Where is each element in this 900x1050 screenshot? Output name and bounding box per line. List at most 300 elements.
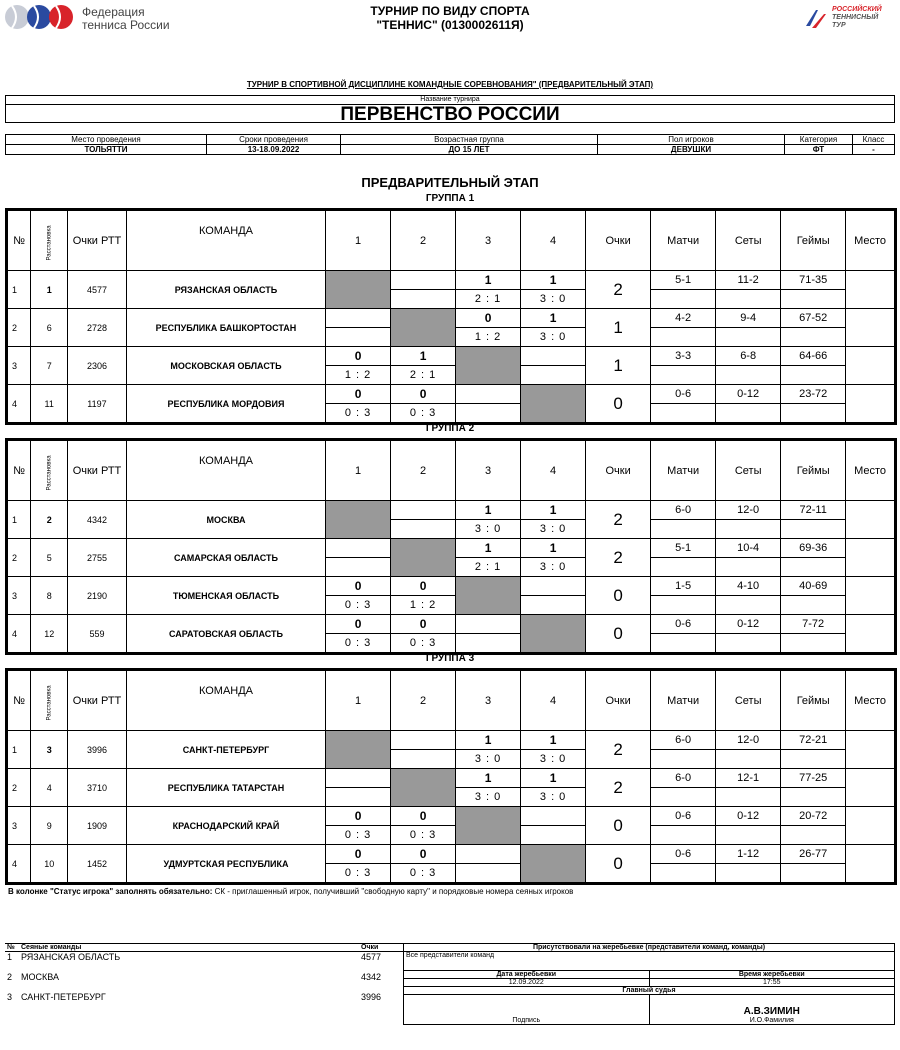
seed-row: 3 САНКТ-ПЕТЕРБУРГ 3996 (7, 991, 382, 1002)
match-result: 1 (391, 347, 456, 366)
diagonal-cell (326, 501, 391, 539)
match-score (521, 366, 586, 385)
time-value: 17:55 (649, 979, 895, 987)
col-header-team: КОМАНДА (126, 210, 325, 271)
seeds-head-team: Сеяные команды (21, 944, 82, 951)
sets-value: 12-0 (716, 731, 781, 750)
games-extra (781, 750, 846, 769)
team-row (7, 845, 896, 864)
match-score: 1 : 2 (391, 596, 456, 615)
match-result (326, 539, 391, 558)
rasst-label: Расстановка (46, 684, 53, 721)
rasst-label: Расстановка (46, 224, 53, 261)
col-header-rasst (31, 670, 68, 731)
match-score: 2 : 1 (391, 366, 456, 385)
match-result: 0 (326, 577, 391, 596)
team-points: 2 (586, 271, 651, 309)
sets-extra (716, 520, 781, 539)
games-extra (781, 634, 846, 654)
team-row (7, 731, 896, 750)
rtt-points: 3996 (68, 731, 127, 769)
match-result: 1 (456, 769, 521, 788)
matches-extra (651, 366, 716, 385)
col-header-matches: Матчи (651, 670, 716, 731)
seed-number: 5 (31, 539, 68, 577)
info-age: ДО 15 ЛЕТ (341, 145, 598, 155)
group-table (5, 438, 897, 655)
match-score: 0 : 3 (391, 634, 456, 654)
sets-value: 9-4 (716, 309, 781, 328)
team-name: РЯЗАНСКАЯ ОБЛАСТЬ (126, 271, 325, 309)
col-header-num: № (7, 440, 31, 501)
team-name: САМАРСКАЯ ОБЛАСТЬ (126, 539, 325, 577)
seed-number: 2 (31, 501, 68, 539)
row-number: 2 (7, 309, 31, 347)
diagonal-cell (456, 347, 521, 385)
match-score (391, 750, 456, 769)
match-result (456, 845, 521, 864)
place-value (846, 347, 896, 385)
games-extra (781, 788, 846, 807)
rtt-points: 1909 (68, 807, 127, 845)
judge-label: Главный судья (404, 987, 895, 995)
date-label: Дата жеребьевки (404, 971, 650, 979)
match-result (391, 271, 456, 290)
match-score: 0 : 3 (326, 634, 391, 654)
match-result: 0 (456, 309, 521, 328)
team-points: 2 (586, 731, 651, 769)
match-score: 2 : 1 (456, 558, 521, 577)
games-extra (781, 558, 846, 577)
matches-extra (651, 788, 716, 807)
team-points: 2 (586, 769, 651, 807)
match-score: 3 : 0 (456, 750, 521, 769)
team-name: МОСКОВСКАЯ ОБЛАСТЬ (126, 347, 325, 385)
col-header-place: Место (846, 440, 896, 501)
games-value: 26-77 (781, 845, 846, 864)
col-header-place: Место (846, 210, 896, 271)
org-name: Федерация тенниса России (82, 5, 170, 32)
diagonal-cell (391, 769, 456, 807)
signature-label: Подпись (404, 995, 650, 1025)
match-result: 1 (521, 501, 586, 520)
info-label: Сроки проведения (207, 135, 341, 145)
draw-info-table (403, 943, 895, 1025)
row-number: 4 (7, 615, 31, 654)
match-result (521, 577, 586, 596)
place-value (846, 807, 896, 845)
rtt-points: 4577 (68, 271, 127, 309)
date-value: 12.09.2022 (404, 979, 650, 987)
info-venue: ТОЛЬЯТТИ (6, 145, 207, 155)
match-score (521, 596, 586, 615)
match-score: 3 : 0 (456, 520, 521, 539)
row-number: 1 (7, 731, 31, 769)
matches-extra (651, 290, 716, 309)
sets-extra (716, 596, 781, 615)
match-result (521, 807, 586, 826)
match-score (521, 826, 586, 845)
present-value: Все представители команд (404, 952, 895, 971)
diagonal-cell (521, 385, 586, 424)
col-header-c2: 2 (391, 670, 456, 731)
games-value: 77-25 (781, 769, 846, 788)
col-header-place: Место (846, 670, 896, 731)
team-row (7, 539, 896, 558)
match-result: 1 (456, 271, 521, 290)
seed-number: 4 (31, 769, 68, 807)
seed-number: 10 (31, 845, 68, 884)
col-header-c2: 2 (391, 440, 456, 501)
col-header-games: Геймы (781, 670, 846, 731)
match-result: 1 (521, 769, 586, 788)
team-name: УДМУРТСКАЯ РЕСПУБЛИКА (126, 845, 325, 884)
match-score: 3 : 0 (521, 750, 586, 769)
row-number: 1 (7, 501, 31, 539)
games-value: 23-72 (781, 385, 846, 404)
rtt-points: 2190 (68, 577, 127, 615)
matches-value: 4-2 (651, 309, 716, 328)
match-result: 1 (456, 539, 521, 558)
col-header-points: Очки (586, 210, 651, 271)
matches-extra (651, 404, 716, 424)
match-result (391, 731, 456, 750)
place-value (846, 539, 896, 577)
col-header-points: Очки (586, 670, 651, 731)
sets-extra (716, 558, 781, 577)
rtt-points: 2306 (68, 347, 127, 385)
match-score: 2 : 1 (456, 290, 521, 309)
team-name: РЕСПУБЛИКА МОРДОВИЯ (126, 385, 325, 424)
col-header-sets: Сеты (716, 210, 781, 271)
rtt-points: 1452 (68, 845, 127, 884)
match-score (391, 290, 456, 309)
sets-extra (716, 328, 781, 347)
team-name: САРАТОВСКАЯ ОБЛАСТЬ (126, 615, 325, 654)
match-score (326, 558, 391, 577)
seed-number: 8 (31, 577, 68, 615)
match-score (391, 520, 456, 539)
rtt-points: 2728 (68, 309, 127, 347)
match-score: 3 : 0 (521, 558, 586, 577)
match-score: 0 : 3 (391, 404, 456, 424)
col-header-rasst (31, 440, 68, 501)
games-extra (781, 596, 846, 615)
team-points: 0 (586, 845, 651, 884)
sets-value: 12-0 (716, 501, 781, 520)
team-points: 1 (586, 347, 651, 385)
seeded-teams-table (5, 943, 403, 1012)
team-name: РЕСПУБЛИКА ТАТАРСТАН (126, 769, 325, 807)
team-row (7, 769, 896, 788)
status-note: В колонке "Статус игрока" заполнять обязательно: СК - приглашенный игрок, получивший "свободную карту" и порядковые номера сеяных игроков (8, 887, 574, 896)
match-result: 0 (391, 845, 456, 864)
sets-extra (716, 864, 781, 884)
games-value: 72-21 (781, 731, 846, 750)
sets-extra (716, 366, 781, 385)
col-header-c4: 4 (521, 210, 586, 271)
games-value: 67-52 (781, 309, 846, 328)
match-result: 0 (326, 845, 391, 864)
match-result: 1 (456, 731, 521, 750)
team-name: ТЮМЕНСКАЯ ОБЛАСТЬ (126, 577, 325, 615)
col-header-c1: 1 (326, 670, 391, 731)
diagonal-cell (456, 577, 521, 615)
match-score (456, 634, 521, 654)
col-header-c3: 3 (456, 670, 521, 731)
seed-number: 12 (31, 615, 68, 654)
sets-extra (716, 634, 781, 654)
match-result (456, 615, 521, 634)
seed-number: 6 (31, 309, 68, 347)
seed-row: 1 РЯЗАНСКАЯ ОБЛАСТЬ 4577 (7, 952, 382, 962)
team-row (7, 615, 896, 634)
matches-value: 3-3 (651, 347, 716, 366)
matches-value: 6-0 (651, 731, 716, 750)
match-score (326, 788, 391, 807)
rasst-label: Расстановка (46, 454, 53, 491)
info-class: - (853, 145, 895, 155)
tournament-info-table (5, 134, 895, 155)
place-value (846, 769, 896, 807)
place-value (846, 385, 896, 424)
row-number: 3 (7, 807, 31, 845)
col-header-c2: 2 (391, 210, 456, 271)
matches-value: 5-1 (651, 271, 716, 290)
games-extra (781, 520, 846, 539)
place-value (846, 501, 896, 539)
info-label: Место проведения (6, 135, 207, 145)
info-label: Возрастная группа (341, 135, 598, 145)
matches-extra (651, 864, 716, 884)
info-label: Класс (853, 135, 895, 145)
match-score (326, 328, 391, 347)
match-result (326, 769, 391, 788)
match-result: 1 (521, 309, 586, 328)
rtt-points: 4342 (68, 501, 127, 539)
col-header-rtt: Очки РТТ (68, 210, 127, 271)
col-header-c1: 1 (326, 440, 391, 501)
team-points: 2 (586, 539, 651, 577)
matches-extra (651, 520, 716, 539)
col-header-c3: 3 (456, 210, 521, 271)
match-score: 0 : 3 (326, 596, 391, 615)
games-extra (781, 328, 846, 347)
place-value (846, 615, 896, 654)
row-number: 1 (7, 271, 31, 309)
games-value: 64-66 (781, 347, 846, 366)
sets-value: 11-2 (716, 271, 781, 290)
col-header-games: Геймы (781, 440, 846, 501)
match-result: 1 (521, 539, 586, 558)
seed-row: 2 МОСКВА 4342 (7, 971, 382, 982)
match-result: 1 (456, 501, 521, 520)
match-result (391, 501, 456, 520)
team-row (7, 577, 896, 596)
team-row (7, 807, 896, 826)
team-row (7, 271, 896, 290)
place-value (846, 731, 896, 769)
row-number: 3 (7, 577, 31, 615)
games-extra (781, 366, 846, 385)
match-score (456, 864, 521, 884)
match-result: 1 (521, 271, 586, 290)
row-number: 4 (7, 385, 31, 424)
col-header-matches: Матчи (651, 210, 716, 271)
place-value (846, 577, 896, 615)
page-header-title: ТУРНИР ПО ВИДУ СПОРТА "ТЕННИС" (0130002611Я) (370, 4, 530, 32)
rtt-name: РОССИЙСКИЙ ТЕННИСНЫЙ ТУР (832, 6, 882, 29)
info-dates: 13-18.09.2022 (207, 145, 341, 155)
col-header-num: № (7, 670, 31, 731)
matches-extra (651, 558, 716, 577)
team-points: 0 (586, 807, 651, 845)
games-value: 7-72 (781, 615, 846, 634)
team-row (7, 347, 896, 366)
group-title: ГРУППА 1 (425, 193, 475, 204)
games-extra (781, 864, 846, 884)
games-value: 69-36 (781, 539, 846, 558)
col-header-c3: 3 (456, 440, 521, 501)
match-result (456, 385, 521, 404)
col-header-c4: 4 (521, 440, 586, 501)
judge-name: А.В.ЗИМИН (743, 1006, 800, 1017)
place-value (846, 271, 896, 309)
info-label: Пол игроков (598, 135, 785, 145)
games-value: 20-72 (781, 807, 846, 826)
matches-value: 0-6 (651, 385, 716, 404)
seeds-head-num: № (7, 944, 15, 951)
match-score: 3 : 0 (521, 328, 586, 347)
col-header-sets: Сеты (716, 670, 781, 731)
seed-number: 3 (31, 731, 68, 769)
match-result: 0 (391, 385, 456, 404)
games-extra (781, 826, 846, 845)
group-table (5, 668, 897, 885)
matches-extra (651, 328, 716, 347)
matches-extra (651, 596, 716, 615)
team-row (7, 309, 896, 328)
diagonal-cell (456, 807, 521, 845)
sets-value: 12-1 (716, 769, 781, 788)
stage-title: ПРЕДВАРИТЕЛЬНЫЙ ЭТАП (361, 175, 539, 190)
tournament-name-label: Название турнира (6, 96, 894, 105)
team-points: 0 (586, 577, 651, 615)
col-header-sets: Сеты (716, 440, 781, 501)
tournament-name-box (5, 95, 895, 123)
match-score: 0 : 3 (391, 864, 456, 884)
diagonal-cell (391, 309, 456, 347)
team-name: САНКТ-ПЕТЕРБУРГ (126, 731, 325, 769)
col-header-rtt: Очки РТТ (68, 440, 127, 501)
group-title: ГРУППА 2 (425, 423, 475, 434)
row-number: 3 (7, 347, 31, 385)
place-value (846, 309, 896, 347)
rtt-points: 559 (68, 615, 127, 654)
sets-value: 0-12 (716, 385, 781, 404)
sets-extra (716, 404, 781, 424)
matches-extra (651, 634, 716, 654)
seeds-head-pts: Очки (361, 944, 379, 951)
team-name: МОСКВА (126, 501, 325, 539)
col-header-team: КОМАНДА (126, 440, 325, 501)
match-result: 0 (326, 807, 391, 826)
sets-value: 0-12 (716, 807, 781, 826)
col-header-rasst (31, 210, 68, 271)
group-title: ГРУППА 3 (425, 653, 475, 664)
match-score: 3 : 0 (521, 520, 586, 539)
matches-value: 6-0 (651, 501, 716, 520)
col-header-games: Геймы (781, 210, 846, 271)
games-extra (781, 404, 846, 424)
match-result: 0 (326, 385, 391, 404)
sets-value: 0-12 (716, 615, 781, 634)
seed-number: 1 (31, 271, 68, 309)
games-extra (781, 290, 846, 309)
row-number: 4 (7, 845, 31, 884)
match-result (521, 347, 586, 366)
sets-extra (716, 788, 781, 807)
team-points: 2 (586, 501, 651, 539)
match-result: 0 (391, 577, 456, 596)
match-score: 0 : 3 (326, 404, 391, 424)
match-result: 0 (391, 615, 456, 634)
team-row (7, 501, 896, 520)
seed-number: 7 (31, 347, 68, 385)
team-points: 1 (586, 309, 651, 347)
diagonal-cell (326, 271, 391, 309)
match-result: 0 (326, 615, 391, 634)
match-score: 3 : 0 (521, 788, 586, 807)
team-name: КРАСНОДАРСКИЙ КРАЙ (126, 807, 325, 845)
match-score: 0 : 3 (326, 864, 391, 884)
col-header-points: Очки (586, 440, 651, 501)
match-score: 1 : 2 (456, 328, 521, 347)
place-value (846, 845, 896, 884)
match-score: 0 : 3 (326, 826, 391, 845)
sets-extra (716, 826, 781, 845)
games-value: 40-69 (781, 577, 846, 596)
seed-number: 11 (31, 385, 68, 424)
matches-value: 1-5 (651, 577, 716, 596)
games-value: 72-11 (781, 501, 846, 520)
matches-value: 0-6 (651, 615, 716, 634)
judge-name-label: И.О.Фамилия (749, 1017, 794, 1024)
info-category: ФТ (785, 145, 853, 155)
col-header-team: КОМАНДА (126, 670, 325, 731)
present-label: Присутствовали на жеребьевке (представители команд, команды) (404, 944, 895, 952)
team-points: 0 (586, 385, 651, 424)
match-result: 0 (326, 347, 391, 366)
sets-extra (716, 750, 781, 769)
group-table (5, 208, 897, 425)
row-number: 2 (7, 769, 31, 807)
team-name: РЕСПУБЛИКА БАШКОРТОСТАН (126, 309, 325, 347)
match-result (326, 309, 391, 328)
matches-value: 5-1 (651, 539, 716, 558)
sets-value: 4-10 (716, 577, 781, 596)
tournament-name: ПЕРВЕНСТВО РОССИИ (340, 104, 560, 125)
sets-value: 6-8 (716, 347, 781, 366)
team-points: 0 (586, 615, 651, 654)
discipline-title: ТУРНИР В СПОРТИВНОЙ ДИСЦИПЛИНЕ КОМАНДНЫЕ СОРЕВНОВАНИЯ" (ПРЕДВАРИТЕЛЬНЫЙ ЭТАП) (246, 80, 654, 89)
col-header-matches: Матчи (651, 440, 716, 501)
info-gender: ДЕВУШКИ (598, 145, 785, 155)
match-result: 0 (391, 807, 456, 826)
sets-extra (716, 290, 781, 309)
match-score: 3 : 0 (456, 788, 521, 807)
rtt-points: 2755 (68, 539, 127, 577)
